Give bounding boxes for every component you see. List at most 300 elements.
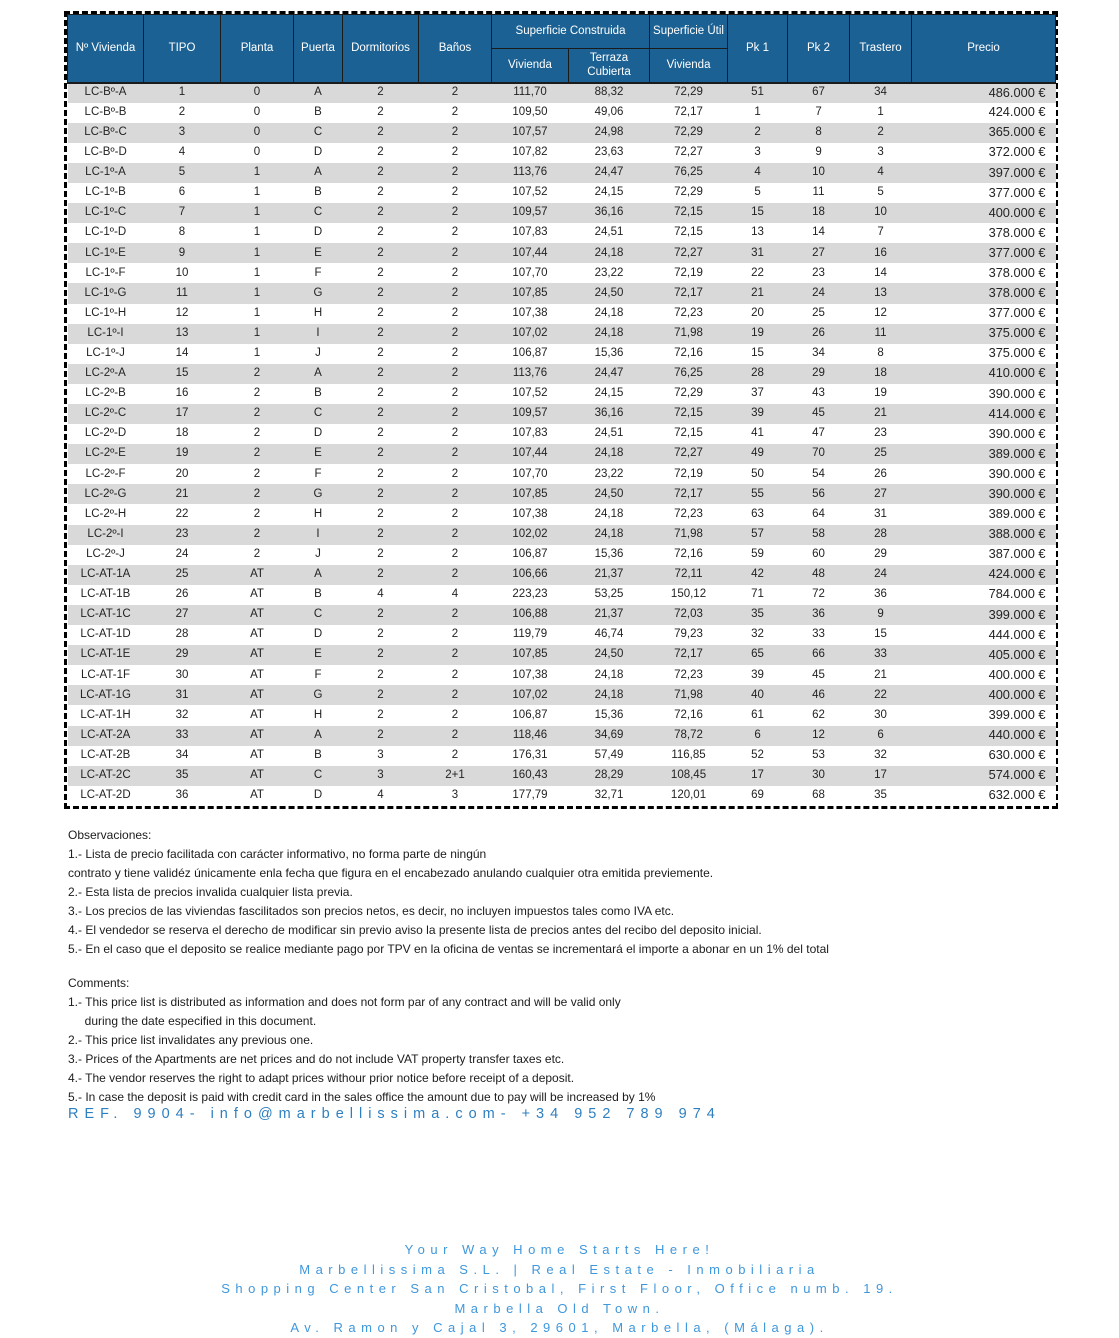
cell: 2 bbox=[377, 407, 384, 420]
cell: LC-AT-1F bbox=[81, 668, 130, 681]
cell: 2 bbox=[377, 708, 384, 721]
cell: 24,18 bbox=[594, 507, 624, 520]
cell: 2 bbox=[451, 467, 459, 480]
cell: 486.000 € bbox=[988, 84, 1046, 100]
comments-line: 5.- In case the deposit is paid with credit card in the sales office the amount due to pay will be increased by 1% bbox=[68, 1090, 656, 1104]
col-header-n-vivienda: Nº Vivienda bbox=[68, 15, 144, 83]
cell: 27 bbox=[874, 487, 887, 500]
cell: B bbox=[314, 186, 322, 199]
cell: 31 bbox=[175, 688, 189, 701]
cell: 2 bbox=[253, 407, 261, 420]
cell: 2 bbox=[451, 447, 459, 460]
cell: 17 bbox=[874, 768, 887, 781]
cell: AT bbox=[250, 648, 264, 661]
table-row bbox=[68, 283, 1056, 303]
cell: 39 bbox=[751, 407, 764, 420]
col-header-tipo: TIPO bbox=[144, 15, 221, 83]
cell: 372.000 € bbox=[988, 144, 1046, 160]
cell: 4 bbox=[377, 789, 384, 802]
cell: 2 bbox=[451, 246, 459, 259]
cell: 2 bbox=[377, 105, 384, 118]
cell: 15,36 bbox=[594, 547, 624, 560]
cell: 72,15 bbox=[674, 226, 703, 239]
cell: 410.000 € bbox=[988, 365, 1046, 381]
cell: 26 bbox=[874, 467, 887, 480]
cell: 160,43 bbox=[512, 768, 548, 781]
cell: 2 bbox=[377, 427, 384, 440]
cell: 2 bbox=[451, 748, 459, 761]
cell: 107,02 bbox=[512, 688, 548, 701]
col-subheader-terraza-cubierta: Terraza Cubierta bbox=[569, 49, 650, 83]
cell: 11 bbox=[176, 286, 188, 299]
cell: 2 bbox=[451, 728, 459, 741]
cell: 2 bbox=[451, 608, 459, 621]
cell: 19 bbox=[175, 447, 189, 460]
cell: LC-1º-G bbox=[84, 286, 127, 299]
cell: 0 bbox=[253, 86, 261, 99]
cell: 102,02 bbox=[512, 527, 548, 540]
cell: AT bbox=[250, 688, 264, 701]
cell: 27 bbox=[175, 608, 189, 621]
cell: 13 bbox=[874, 286, 887, 299]
cell: 28 bbox=[175, 628, 189, 641]
table-row bbox=[68, 223, 1056, 243]
cell: LC-2º-A bbox=[85, 367, 126, 380]
cell: 107,70 bbox=[512, 266, 548, 279]
cell: I bbox=[316, 326, 320, 339]
cell: 1 bbox=[253, 186, 261, 199]
cell: A bbox=[314, 166, 322, 179]
cell: C bbox=[313, 407, 323, 420]
cell: 109,57 bbox=[512, 407, 548, 420]
col-subheader-vivienda-construida: Vivienda bbox=[492, 49, 569, 83]
cell: 72,16 bbox=[674, 708, 703, 721]
cell: 390.000 € bbox=[988, 465, 1046, 481]
cell: 223,23 bbox=[512, 588, 548, 601]
cell: 15 bbox=[175, 367, 189, 380]
cell: 120,01 bbox=[670, 789, 707, 802]
cell: 405.000 € bbox=[988, 646, 1046, 662]
cell: 23,22 bbox=[594, 467, 624, 480]
cell: 24,15 bbox=[594, 186, 624, 199]
cell: F bbox=[314, 467, 322, 480]
cell: 35 bbox=[751, 608, 764, 621]
cell: 13 bbox=[175, 326, 189, 339]
cell: 57,49 bbox=[594, 748, 624, 761]
table-row bbox=[68, 143, 1056, 163]
cell: 2 bbox=[253, 467, 261, 480]
cell: 2 bbox=[451, 286, 459, 299]
cell: 24,50 bbox=[594, 286, 624, 299]
cell: 2 bbox=[451, 146, 459, 159]
cell: 23,22 bbox=[594, 266, 624, 279]
cell: 1 bbox=[253, 326, 261, 339]
cell: 2 bbox=[451, 487, 459, 500]
cell: 118,46 bbox=[512, 728, 548, 741]
cell: E bbox=[314, 648, 322, 661]
cell: 71,98 bbox=[674, 527, 703, 540]
cell: 24 bbox=[175, 547, 189, 560]
cell: AT bbox=[250, 568, 264, 581]
table-row bbox=[68, 83, 1056, 103]
cell: 15 bbox=[751, 206, 764, 219]
cell: 23,63 bbox=[594, 146, 624, 159]
cell: 2 bbox=[253, 367, 261, 380]
cell: 150,12 bbox=[670, 588, 707, 601]
cell: 2 bbox=[377, 568, 384, 581]
cell: 4 bbox=[178, 146, 186, 159]
cell: 72,16 bbox=[674, 347, 703, 360]
cell: 2 bbox=[253, 507, 261, 520]
cell: 2 bbox=[377, 547, 384, 560]
cell: 31 bbox=[874, 507, 887, 520]
cell: 47 bbox=[812, 427, 825, 440]
cell: 2 bbox=[451, 86, 459, 99]
cell: 6 bbox=[754, 728, 761, 741]
cell: H bbox=[313, 507, 323, 520]
cell: 107,52 bbox=[512, 387, 548, 400]
cell: E bbox=[314, 447, 322, 460]
cell: LC-1º-B bbox=[85, 186, 126, 199]
cell: A bbox=[314, 568, 322, 581]
table-row bbox=[68, 726, 1056, 746]
cell: 2 bbox=[377, 286, 384, 299]
cell: 107,02 bbox=[512, 326, 548, 339]
cell: 111,70 bbox=[513, 86, 547, 99]
cell: 107,70 bbox=[512, 467, 548, 480]
table-row bbox=[68, 665, 1056, 685]
table-row bbox=[68, 243, 1056, 263]
cell: 24,15 bbox=[594, 387, 624, 400]
cell: 2 bbox=[451, 668, 459, 681]
comments-lines bbox=[68, 993, 1058, 1107]
cell: 72,15 bbox=[674, 407, 703, 420]
cell: 20 bbox=[175, 467, 189, 480]
cell: AT bbox=[250, 708, 264, 721]
cell: 2 bbox=[451, 407, 459, 420]
cell: 4 bbox=[754, 166, 761, 179]
cell: 72,17 bbox=[674, 648, 703, 661]
cell: 64 bbox=[812, 507, 825, 520]
cell: 2 bbox=[451, 547, 459, 560]
cell: 2 bbox=[451, 347, 459, 360]
cell: 24,50 bbox=[594, 487, 624, 500]
table-row bbox=[68, 766, 1056, 786]
cell: LC-AT-1E bbox=[80, 648, 131, 661]
cell: 72,23 bbox=[674, 306, 703, 319]
cell: 28 bbox=[874, 527, 887, 540]
cell: 72,11 bbox=[674, 568, 703, 581]
cell: 106,87 bbox=[512, 347, 548, 360]
cell: 25 bbox=[175, 568, 189, 581]
cell: 2 bbox=[253, 487, 261, 500]
cell: 2 bbox=[253, 387, 261, 400]
cell: 32,71 bbox=[594, 789, 624, 802]
cell: 12 bbox=[874, 306, 887, 319]
cell: B bbox=[314, 105, 322, 118]
cell: 107,38 bbox=[512, 668, 548, 681]
cell: 88,32 bbox=[594, 86, 624, 99]
cell: 107,44 bbox=[512, 447, 548, 460]
table-row bbox=[68, 625, 1056, 645]
cell: 108,45 bbox=[670, 768, 707, 781]
cell: 2 bbox=[377, 146, 384, 159]
cell: 36,16 bbox=[594, 407, 624, 420]
cell: 24,98 bbox=[594, 125, 624, 138]
cell: 6 bbox=[877, 728, 884, 741]
cell: 2 bbox=[451, 387, 459, 400]
cell: 26 bbox=[175, 588, 189, 601]
cell: 107,85 bbox=[512, 286, 548, 299]
table-row bbox=[68, 525, 1056, 545]
cell: 2 bbox=[451, 688, 459, 701]
cell: 31 bbox=[751, 246, 764, 259]
cell: 2 bbox=[377, 688, 384, 701]
cell: 8 bbox=[178, 226, 186, 239]
cell: 2 bbox=[451, 708, 459, 721]
table-row bbox=[68, 746, 1056, 766]
cell: LC-1º-J bbox=[86, 347, 125, 360]
cell: 61 bbox=[751, 708, 764, 721]
cell: 2 bbox=[377, 487, 384, 500]
comments-line: 2.- This price list invalidates any previous one. bbox=[68, 1033, 314, 1047]
cell: LC-Bº-A bbox=[84, 86, 127, 99]
cell: 2 bbox=[451, 186, 459, 199]
cell: 71,98 bbox=[674, 688, 703, 701]
cell: LC-1º-D bbox=[84, 226, 127, 239]
cell: 424.000 € bbox=[988, 566, 1046, 582]
cell: 78,72 bbox=[674, 728, 703, 741]
cell: 21 bbox=[874, 668, 887, 681]
cell: 107,38 bbox=[512, 507, 548, 520]
cell: 2 bbox=[377, 226, 384, 239]
cell: LC-1º-E bbox=[85, 246, 126, 259]
comments-line: during the date especified in this document. bbox=[68, 1014, 317, 1028]
cell: 2 bbox=[451, 568, 459, 581]
cell: 1 bbox=[877, 105, 884, 118]
cell: 390.000 € bbox=[988, 486, 1046, 502]
table-row bbox=[68, 304, 1056, 324]
cell: 72,17 bbox=[674, 105, 703, 118]
cell: 30 bbox=[175, 668, 189, 681]
cell: 46 bbox=[812, 688, 825, 701]
footer-line: Marbella Old Town. bbox=[454, 1300, 665, 1316]
cell: 32 bbox=[874, 748, 887, 761]
cell: 2 bbox=[377, 367, 384, 380]
cell: 444.000 € bbox=[988, 626, 1046, 642]
cell: C bbox=[313, 125, 323, 138]
cell: 414.000 € bbox=[988, 405, 1046, 421]
cell: 45 bbox=[812, 668, 825, 681]
cell: 2 bbox=[377, 507, 384, 520]
cell: 3 bbox=[451, 789, 459, 802]
cell: D bbox=[313, 789, 323, 802]
cell: 18 bbox=[175, 427, 189, 440]
cell: A bbox=[314, 367, 322, 380]
cell: 71,98 bbox=[674, 326, 703, 339]
col-header-dormitorios: Dormitorios bbox=[343, 15, 419, 83]
cell: F bbox=[314, 266, 322, 279]
col-header-pk1: Pk 1 bbox=[728, 15, 788, 83]
cell: 2 bbox=[377, 125, 384, 138]
cell: C bbox=[313, 768, 323, 781]
cell: 2 bbox=[377, 527, 384, 540]
cell: 40 bbox=[751, 688, 764, 701]
cell: 28 bbox=[751, 367, 764, 380]
cell: 15,36 bbox=[594, 347, 624, 360]
table-row bbox=[68, 504, 1056, 524]
cell: 58 bbox=[812, 527, 825, 540]
table-row bbox=[68, 324, 1056, 344]
cell: 378.000 € bbox=[988, 285, 1046, 301]
cell: 2 bbox=[377, 306, 384, 319]
table-row bbox=[68, 424, 1056, 444]
cell: 12 bbox=[175, 306, 189, 319]
table-row bbox=[68, 404, 1056, 424]
cell: 5 bbox=[877, 186, 884, 199]
cell: 48 bbox=[812, 568, 825, 581]
cell: 2 bbox=[451, 226, 459, 239]
cell: 46,74 bbox=[594, 628, 624, 641]
cell: 72,23 bbox=[674, 507, 703, 520]
cell: 19 bbox=[751, 326, 764, 339]
cell: 13 bbox=[751, 226, 764, 239]
cell: 20 bbox=[751, 306, 764, 319]
cell: 2 bbox=[377, 206, 384, 219]
cell: 22 bbox=[751, 266, 764, 279]
cell: LC-AT-2A bbox=[80, 728, 131, 741]
observaciones-line: 1.- Lista de precio facilitada con carácter informativo, no forma parte de ningún bbox=[68, 847, 487, 861]
cell: 72,29 bbox=[674, 86, 703, 99]
cell: 389.000 € bbox=[988, 506, 1046, 522]
cell: 24,18 bbox=[594, 246, 624, 259]
cell: LC-1º-I bbox=[87, 326, 124, 339]
cell: 21 bbox=[874, 407, 887, 420]
cell: 2 bbox=[377, 668, 384, 681]
cell: 3 bbox=[754, 146, 761, 159]
cell: 21,37 bbox=[594, 568, 624, 581]
cell: 53,25 bbox=[594, 588, 624, 601]
cell: 8 bbox=[877, 347, 884, 360]
cell: 4 bbox=[377, 588, 384, 601]
footer-line: Marbellissima S.L. | Real Estate - Inmobiliaria bbox=[299, 1261, 820, 1277]
cell: LC-1º-F bbox=[85, 266, 126, 279]
footer-line: Av. Ramon y Cajal 3, 29601, Marbella, (Málaga). bbox=[290, 1320, 829, 1335]
cell: B bbox=[314, 588, 322, 601]
table-row bbox=[68, 384, 1056, 404]
cell: 72,29 bbox=[674, 387, 703, 400]
cell: 26 bbox=[812, 326, 825, 339]
cell: LC-Bº-D bbox=[84, 146, 127, 159]
cell: 52 bbox=[751, 748, 764, 761]
cell: 2 bbox=[377, 608, 384, 621]
cell: 55 bbox=[751, 487, 764, 500]
table-row bbox=[68, 344, 1056, 364]
cell: 62 bbox=[812, 708, 825, 721]
cell: 57 bbox=[751, 527, 764, 540]
cell: 377.000 € bbox=[988, 305, 1046, 321]
table-row bbox=[68, 263, 1056, 283]
cell: 109,50 bbox=[512, 105, 548, 118]
cell: 33 bbox=[812, 628, 825, 641]
cell: 116,85 bbox=[671, 748, 706, 761]
cell: 784.000 € bbox=[988, 586, 1046, 602]
cell: 66 bbox=[812, 648, 825, 661]
cell: 5 bbox=[178, 166, 186, 179]
cell: 72,27 bbox=[674, 146, 703, 159]
cell: 107,52 bbox=[512, 186, 548, 199]
cell: 7 bbox=[178, 206, 186, 219]
cell: 2 bbox=[377, 387, 384, 400]
cell: AT bbox=[250, 728, 264, 741]
cell: 1 bbox=[178, 86, 186, 99]
cell: 36,16 bbox=[594, 206, 624, 219]
cell: 12 bbox=[812, 728, 825, 741]
cell: 53 bbox=[812, 748, 825, 761]
cell: 19 bbox=[874, 387, 887, 400]
cell: 1 bbox=[253, 286, 261, 299]
cell: E bbox=[314, 246, 322, 259]
price-table bbox=[67, 14, 1056, 806]
cell: 50 bbox=[751, 467, 764, 480]
table-row bbox=[68, 444, 1056, 464]
cell: G bbox=[313, 688, 323, 701]
cell: 107,85 bbox=[512, 487, 548, 500]
cell: 14 bbox=[874, 266, 887, 279]
cell: 9 bbox=[877, 608, 884, 621]
cell: 72,15 bbox=[674, 206, 703, 219]
cell: 389.000 € bbox=[988, 445, 1046, 461]
cell: 2 bbox=[377, 186, 384, 199]
cell: 8 bbox=[815, 125, 822, 138]
cell: LC-Bº-C bbox=[84, 125, 127, 138]
cell: 375.000 € bbox=[988, 345, 1046, 361]
cell: 107,38 bbox=[512, 306, 548, 319]
cell: 119,79 bbox=[512, 628, 548, 641]
cell: 21 bbox=[751, 286, 764, 299]
cell: C bbox=[313, 608, 323, 621]
cell: 1 bbox=[253, 306, 261, 319]
cell: 2 bbox=[451, 306, 459, 319]
table-row bbox=[68, 545, 1056, 565]
cell: AT bbox=[250, 668, 264, 681]
cell: 3 bbox=[178, 125, 186, 138]
cell: 2 bbox=[253, 427, 261, 440]
footer-line: Shopping Center San Cristobal, First Floor, Office numb. 19. bbox=[221, 1281, 898, 1296]
cell: 2 bbox=[253, 447, 261, 460]
cell: 76,25 bbox=[674, 367, 703, 380]
cell: AT bbox=[250, 588, 264, 601]
cell: 107,83 bbox=[512, 427, 548, 440]
cell: 60 bbox=[812, 547, 825, 560]
cell: 377.000 € bbox=[988, 184, 1046, 200]
cell: AT bbox=[250, 768, 264, 781]
cell: 67 bbox=[812, 86, 825, 99]
cell: 24,51 bbox=[594, 427, 624, 440]
cell: 106,87 bbox=[512, 547, 548, 560]
cell: LC-2º-D bbox=[84, 427, 127, 440]
comments-line: 1.- This price list is distributed as information and does not form par of any contract and will be valid only bbox=[68, 995, 621, 1009]
cell: 24,18 bbox=[594, 688, 624, 701]
cell: 36 bbox=[874, 588, 887, 601]
col-subheader-vivienda-util: Vivienda bbox=[650, 49, 728, 83]
observaciones-title: Observaciones: bbox=[68, 828, 152, 842]
cell: 574.000 € bbox=[988, 767, 1046, 783]
observaciones-line: 4.- El vendedor se reserva el derecho de modificar sin previo aviso la presente lista de precios antes del recibo del deposito inicial. bbox=[68, 923, 762, 937]
cell: 72,29 bbox=[674, 186, 703, 199]
cell: 24,51 bbox=[594, 226, 624, 239]
cell: 34 bbox=[175, 748, 189, 761]
